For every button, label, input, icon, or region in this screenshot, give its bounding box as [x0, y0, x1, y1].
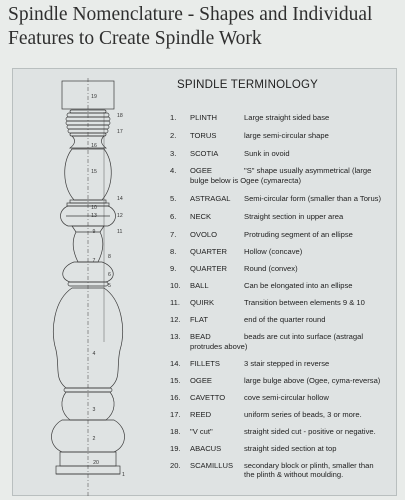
label-5: 5	[108, 283, 111, 289]
terminology-list: 1. PLINTH Large straight sided base 2. TORUS large semi-circular shape 3. SCOTIA Sunk in ovoid 4. OGEE "S" shape usually asymmetrical (large bulge below is Ogee (cymarecta) 5. ASTRAGAL Semi-circular form (smaller than a Torus) 6. NECK Straight section in upper area 7. OVOLO Protruding segment of an ellipse 8. QUARTER Hollow (concave) 9. QUARTER Round (convex) 10. BALL Can be elongated into an ellipse 11. QUIRK Transition between elements 9 & 10 12. FLAT end of the quarter round 13. BEAD beads are cut into surface (astragal protrudes above) 14. FILLETS 3 stair stepped in reverse 15. OGEE large bulge above (Ogee, cyma-reversa) 16. CAVETTO cove semi-circular hollow 17. REED uniform series of beads, 3 or more. 18. "V cut" straight sided cut - positive or negative. 19. ABACUS straight sided section at top 20. SCAMILLUS secondary block or plinth, smaller than the plinth & without moulding.	[0, 0, 405, 500]
label-1: 1	[122, 472, 125, 478]
label-9: 9	[92, 229, 96, 235]
label-4: 4	[92, 351, 96, 357]
label-2: 2	[92, 436, 96, 442]
label-3: 3	[92, 407, 96, 413]
label-19: 19	[91, 94, 97, 100]
label-12: 12	[117, 213, 123, 219]
label-11: 11	[117, 229, 123, 235]
label-6: 6	[108, 272, 111, 278]
label-7: 7	[92, 258, 96, 264]
label-17: 17	[117, 129, 123, 135]
label-13: 13	[91, 213, 97, 219]
label-15: 15	[91, 169, 97, 175]
label-8: 8	[108, 254, 111, 260]
sheet-heading: SPINDLE TERMINOLOGY	[177, 79, 318, 91]
list-item-continuation: bulge below is Ogee (cymarecta)	[190, 176, 302, 185]
label-16: 16	[91, 143, 97, 149]
label-14: 14	[117, 196, 123, 202]
label-10: 10	[91, 205, 97, 211]
label-20: 20	[93, 460, 99, 466]
page-title: Spindle Nomenclature - Shapes and Individual Features to Create Spindle Work	[8, 4, 373, 49]
list-item-continuation: protrudes above)	[190, 342, 248, 351]
label-18: 18	[117, 113, 123, 119]
